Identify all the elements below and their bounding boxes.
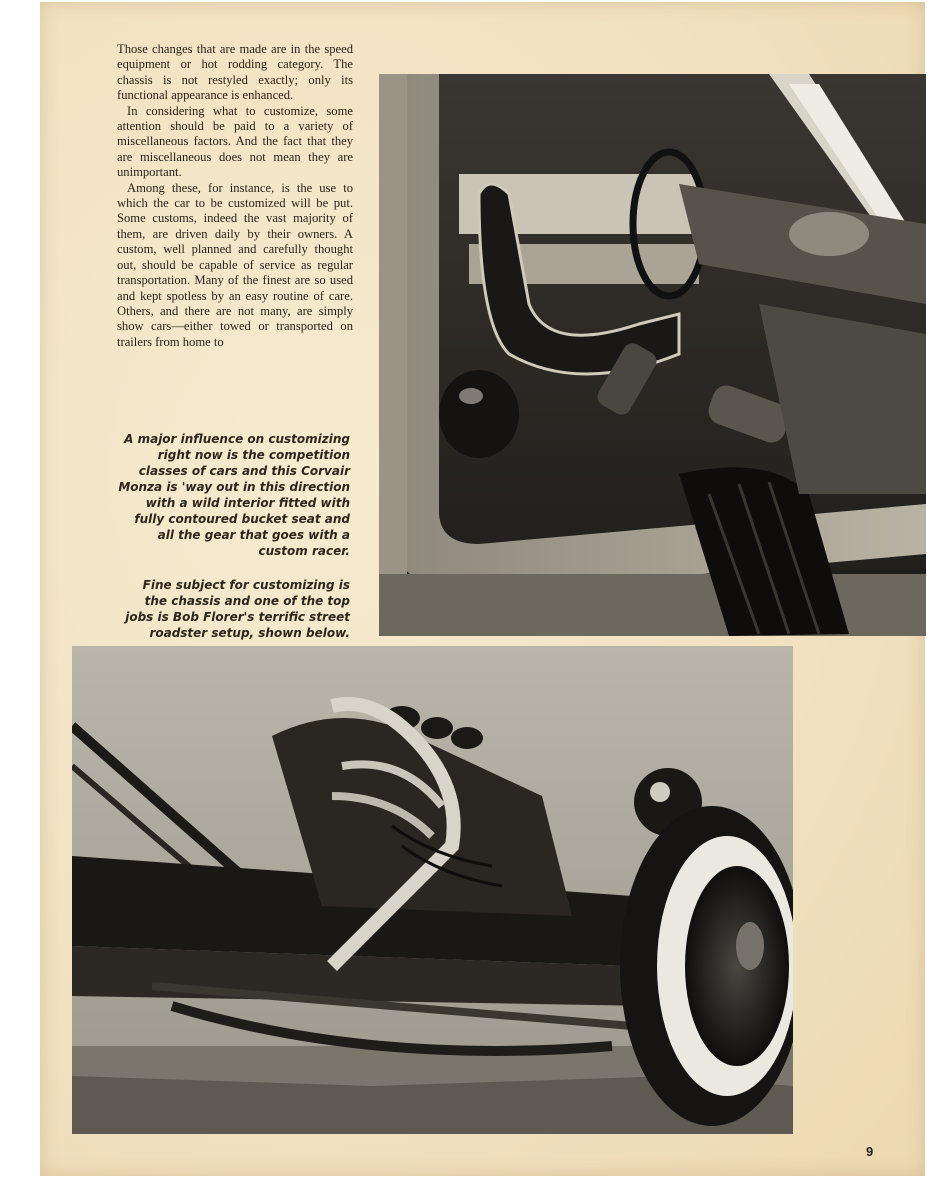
caption-chassis: Fine subject for customizing is the chassis and one of the top jobs is Bob Florer's terrific street roadster setup, shown below. (125, 578, 350, 640)
paragraph: Those changes that are made are in the speed equipment or hot rodding category. The chassis is not restyled exactly; only its functional appearance is enhanced. (117, 42, 353, 103)
article-body (117, 42, 353, 350)
caption-interior: A major influence on customizing right now is the competition classes of cars and this Corvair Monza is 'way out in this direction with a wild interior fitted with fully contoured bucket seat and all the gear that goes with a custom racer. (118, 432, 350, 558)
paragraph: Among these, for instance, is the use to which the car to be customized will be put. Some customs, indeed the vast majority of them, are driven daily by their owners. A custom, well planned and carefully thought out, should be capable of service as regular transportation. Many of the finest are so used and kept spotless by an easy routine of care. Others, and there are not many, are simply show cars—either towed or transported on trailers from home to (117, 180, 353, 349)
paragraph: In considering what to customize, some attention should be paid to a variety of miscellaneous factors. And the fact that they are miscellaneous does not mean they are unimportant. (117, 103, 353, 180)
page-number: 9 (866, 1144, 874, 1159)
interior-photo (379, 74, 926, 636)
page-margin (0, 0, 40, 1200)
chassis-photo (72, 646, 793, 1134)
